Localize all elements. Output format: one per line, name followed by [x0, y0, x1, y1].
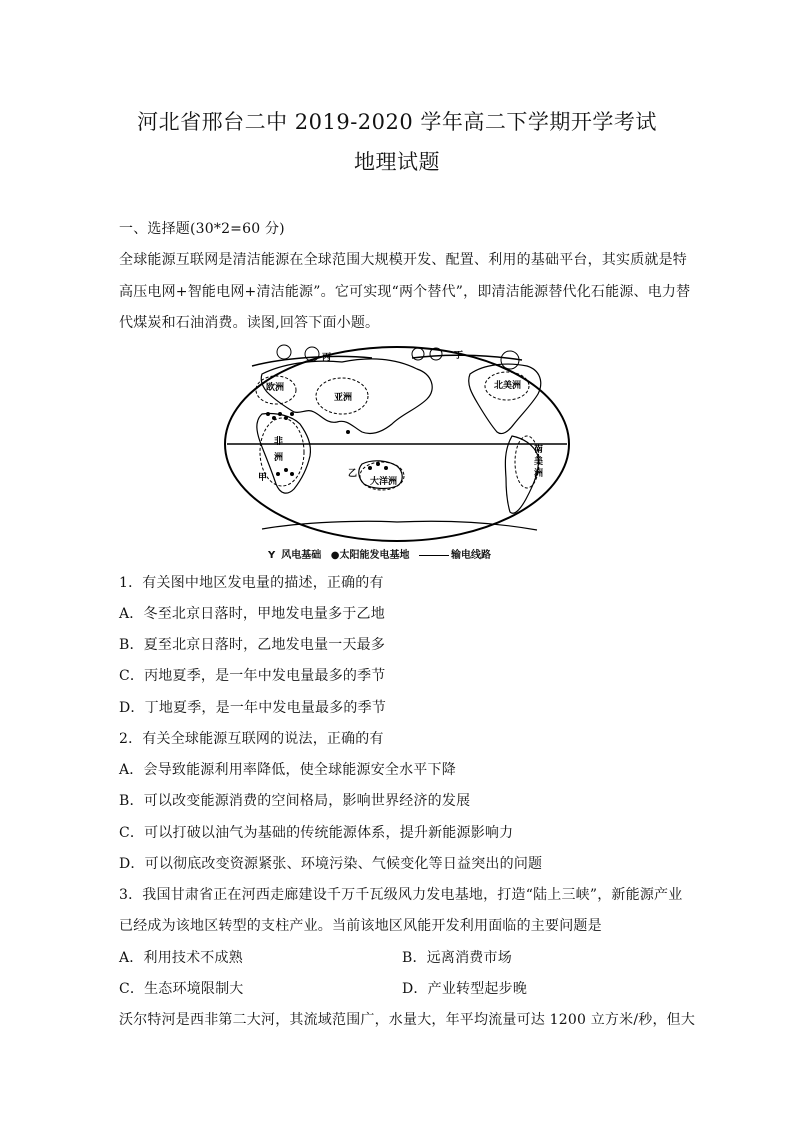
label-ding: 丁	[454, 351, 464, 361]
question-3-stem-line1: 3．我国甘肃省正在河西走廊建设千万千瓦级风力发电基地，打造“陆上三峡”，新能源产业	[119, 887, 683, 903]
wind-icon: Y	[268, 550, 276, 561]
passage-line: 全球能源互联网是清洁能源在全球范围大规模开发、配置、利用的基础平台，其实质就是特	[119, 252, 687, 268]
label-north-america: 北美洲	[494, 381, 522, 391]
label-africa-1: 非	[274, 437, 284, 447]
question-1-option-a: A．冬至北京日落时，甲地发电量多于乙地	[119, 606, 385, 622]
north-america-landmass	[469, 364, 541, 434]
label-south-america-1: 南	[534, 445, 544, 455]
passage-line: 高压电网+智能电网+清洁能源”。它可实现“两个替代”，即清洁能源替代化石能源、电力替	[119, 284, 691, 300]
legend-line-icon	[419, 555, 449, 556]
question-1-stem: 1．有关图中地区发电量的描述，正确的有	[119, 575, 384, 591]
label-south-america-2: 美	[534, 457, 544, 467]
question-1-option-b: B．夏至北京日落时，乙地发电量一天最多	[119, 637, 386, 653]
passage-2-line: 沃尔特河是西非第二大河，其流域范围广，水量大，年平均流量可达 1200 立方米/秒，但大	[119, 1012, 696, 1028]
document-title: 河北省邢台二中 2019-2020 学年高二下学期开学考试	[137, 110, 657, 134]
question-2-option-a: A．会导致能源利用率降低，使全球能源安全水平下降	[119, 762, 456, 778]
question-1-option-c: C．丙地夏季，是一年中发电量最多的季节	[119, 668, 386, 684]
question-3-option-c: C．生态环境限制大	[119, 981, 244, 997]
label-jia: 甲	[258, 473, 268, 483]
legend-wind: 风电基础	[281, 550, 322, 561]
question-2-option-c: C．可以打破以油气为基础的传统能源体系，提升新能源影响力	[119, 825, 514, 841]
question-2-stem: 2．有关全球能源互联网的说法，正确的有	[119, 731, 384, 747]
label-south-america-3: 洲	[534, 469, 544, 479]
question-3-option-d: D．产业转型起步晚	[402, 981, 528, 997]
label-europe: 欧洲	[266, 383, 285, 393]
label-yi: 乙	[348, 469, 358, 479]
legend-line: 输电线路	[450, 550, 491, 561]
question-3-option-a: A．利用技术不成熟	[119, 950, 243, 966]
world-map-figure	[222, 344, 572, 562]
passage-line: 代煤炭和石油消费。读图,回答下面小题。	[119, 315, 380, 331]
question-2-option-b: B．可以改变能源消费的空间格局，影响世界经济的发展	[119, 793, 471, 809]
label-oceania: 大洋洲	[370, 477, 398, 487]
question-2-option-d: D．可以彻底改变资源紧张、环境污染、气候变化等日益突出的问题	[119, 856, 543, 872]
question-3-option-b: B．远离消费市场	[402, 950, 512, 966]
label-asia: 亚洲	[334, 393, 353, 403]
section-heading: 一、选择题(30*2=60 分)	[119, 221, 285, 237]
question-3-stem-line2: 已经成为该地区转型的支柱产业。当前该地区风能开发利用面临的主要问题是	[119, 918, 602, 934]
question-1-option-d: D．丁地夏季，是一年中发电量最多的季节	[119, 700, 387, 716]
label-africa-2: 洲	[274, 453, 284, 463]
document-subtitle: 地理试题	[354, 150, 440, 174]
map-legend	[268, 546, 497, 561]
label-bing: 丙	[322, 353, 332, 363]
legend-solar: ●太阳能发电基地	[330, 550, 410, 561]
